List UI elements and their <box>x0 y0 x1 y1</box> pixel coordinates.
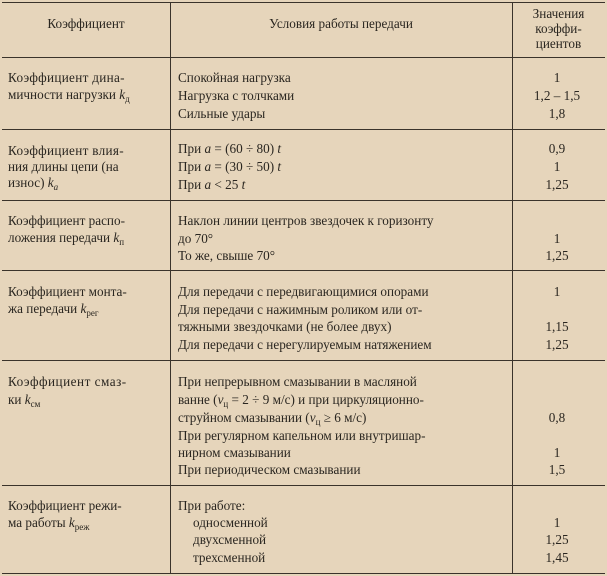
row5-coef-line1: Коэффициент смаз- <box>8 374 127 389</box>
row2-cond-1: При a = (60 ÷ 80) t <box>178 141 282 156</box>
row6-coef-line1: Коэффициент режи- <box>8 498 122 513</box>
row6-value-3: 1,45 <box>545 550 569 565</box>
row6-coef-line2 <box>8 515 89 530</box>
row2-coef-line2: ния длины цепи (на <box>8 159 119 174</box>
header-conditions: Условия работы передачи <box>269 16 413 31</box>
row6-cond-4: трехсменной <box>193 550 266 565</box>
row3-value-2: 1,25 <box>545 248 569 263</box>
rule-top <box>2 2 605 3</box>
row1-coef-text: мичности нагрузки k <box>8 87 126 102</box>
row4-coef-line1: Коэффициент монта- <box>8 284 127 299</box>
row4-cond-3: тяжными звездочками (не более двух) <box>178 319 392 334</box>
row1-coef-line2 <box>8 87 130 102</box>
row5-cond-3a: струйном смазывании (v <box>178 410 316 425</box>
row4-coef-line2 <box>8 301 99 316</box>
row5-cond-5: нирном смазывании <box>178 445 291 460</box>
row5-cond-3-sub: ц <box>315 417 321 427</box>
row2-cond-2: При a = (30 ÷ 50) t <box>178 159 282 174</box>
row3-value-1: 1 <box>553 231 561 246</box>
row6-cond-1: При работе: <box>178 498 246 513</box>
row5-coef-sub: см <box>30 399 41 409</box>
row4-value-1: 1 <box>553 284 561 299</box>
row3-cond-3: То же, свыше 70° <box>178 248 276 263</box>
row2-value-3: 1,25 <box>545 177 569 192</box>
row2-value-2: 1 <box>553 159 561 174</box>
rule-col2 <box>512 2 513 573</box>
row6-cond-2: односменной <box>193 515 268 530</box>
row1-cond-1: Спокойная нагрузка <box>178 70 291 85</box>
rule-row1 <box>2 129 605 130</box>
row6-value-1: 1 <box>553 515 561 530</box>
rule-row4 <box>2 360 605 361</box>
row2-cond-3: При a < 25 t <box>178 177 246 192</box>
row5-cond-4: При регулярном капельном или внутришар- <box>178 428 426 443</box>
row3-coef-text: ложения передачи k <box>8 230 120 245</box>
row3-coef-line1: Коэффициент распо- <box>8 213 125 228</box>
row1-cond-2: Нагрузка с толчками <box>178 88 295 103</box>
row5-cond-1: При непрерывном смазывании в масляной <box>178 374 417 389</box>
rule-col1 <box>170 2 171 573</box>
row6-cond-3: двухсменной <box>193 532 267 547</box>
row2-coef-line1: Коэффициент влия- <box>8 143 124 158</box>
rule-row5 <box>2 485 605 486</box>
rule-bottom <box>2 573 605 574</box>
row1-coef-line1: Коэффициент дина- <box>8 70 125 85</box>
rule-header <box>2 57 605 58</box>
rule-row2 <box>2 200 605 201</box>
rule-row3 <box>2 270 605 271</box>
row4-cond-4: Для передачи с нерегулируемым натяжением <box>178 337 432 352</box>
row1-cond-3: Сильные удары <box>178 106 266 121</box>
row4-value-2: 1,15 <box>545 319 569 334</box>
row5-cond-2b: = 2 ÷ 9 м/с) и при циркуляционно- <box>228 392 424 407</box>
row5-coef-line2 <box>8 392 40 407</box>
row1-value-1: 1 <box>553 70 561 85</box>
row3-cond-2: до 70° <box>178 231 214 246</box>
header-coefficient: Коэффициент <box>47 16 125 31</box>
row5-value-1: 0,8 <box>548 410 566 425</box>
row5-cond-6: При периодическом смазывании <box>178 462 361 477</box>
row5-cond-2 <box>178 392 424 407</box>
row3-coef-line2 <box>8 230 124 245</box>
row4-cond-2: Для передачи с нажимным роликом или от- <box>178 302 423 317</box>
row5-value-3: 1,5 <box>548 462 566 477</box>
header-values-2: коэффи- <box>535 21 582 36</box>
row2-coef-text: износ) k <box>8 175 54 190</box>
row3-cond-1: Наклон линии центров звездочек к горизонту <box>178 213 434 228</box>
row2-coef-sub: a <box>53 182 59 192</box>
row5-cond-2-sub: ц <box>223 399 229 409</box>
row2-value-1: 0,9 <box>548 141 566 156</box>
row5-cond-3 <box>178 410 366 425</box>
row5-coef-text: ки k <box>8 392 31 407</box>
row5-cond-2a: ванне (v <box>178 392 224 407</box>
row1-value-2: 1,2 – 1,5 <box>533 88 581 103</box>
row6-coef-text: ма работы k <box>8 515 75 530</box>
header-values-3: циентов <box>535 36 582 51</box>
row2-coef-line3 <box>8 175 58 190</box>
row1-value-3: 1,8 <box>548 106 566 121</box>
row4-coef-text: жа передачи k <box>8 301 87 316</box>
row6-coef-sub: реж <box>74 522 90 532</box>
row6-value-2: 1,25 <box>545 532 569 547</box>
row4-coef-sub: рег <box>86 308 99 318</box>
row1-coef-sub: д <box>125 94 130 104</box>
row5-cond-3b: ≥ 6 м/с) <box>320 410 367 425</box>
row4-value-3: 1,25 <box>545 337 569 352</box>
row4-cond-1: Для передачи с передвигающимися опорами <box>178 284 429 299</box>
row3-coef-sub: п <box>119 237 125 247</box>
header-values-1: Значения <box>532 6 585 21</box>
row5-value-2: 1 <box>553 445 561 460</box>
